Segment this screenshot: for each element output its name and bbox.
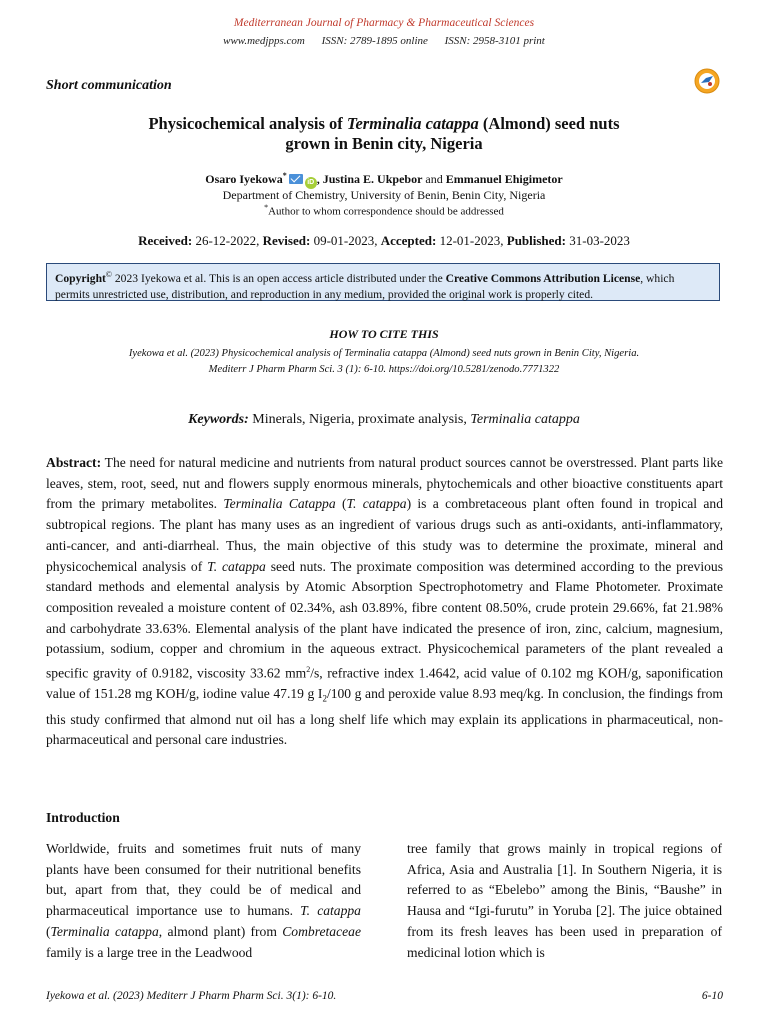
title-line-2: grown in Benin city, Nigeria [285,134,483,153]
section-type: Short communication [46,78,172,93]
page-number: 6-10 [701,990,723,1002]
footer-citation: Iyekowa et al. (2023) Mediterr J Pharm Pharm Sci. 3(1): 6-10. [46,990,337,1002]
affiliation: Department of Chemistry, University of Benin, Benin City, Nigeria [222,188,546,202]
issn-online: ISSN: 2789-1895 online [321,35,428,47]
title-species: Terminalia catappa [346,114,479,133]
journal-info [0,35,768,47]
crossmark-icon[interactable] [694,68,720,94]
introduction-column-left: Worldwide, fruits and sometimes fruit nuts of many plants have been consumed for their nutritional benefits but, apart from that, they could be of medical and pharmaceutical importance use to humans. T. catappa (Terminalia catappa, almond plant) from Combretaceae family is a large tree in the Leadwood [46,841,361,960]
citation-heading: HOW TO CITE THIS [329,327,439,341]
revised-date: 09-01-2023, [310,233,381,248]
author-3: Emmanuel Ehigimetor [445,172,563,186]
received-date: 26-12-2022, [192,233,263,248]
published-date: 31-03-2023 [566,233,630,248]
journal-website[interactable]: www.medjpps.com [223,35,305,47]
keywords: Keywords: Minerals, Nigeria, proximate analysis, Terminalia catappa [188,412,580,427]
issn-print: ISSN: 2958-3101 print [444,35,545,47]
accepted-date: 12-01-2023, [436,233,507,248]
page-footer [46,990,723,1002]
citation-text: Iyekowa et al. (2023) Physicochemical analysis of Terminalia catappa (Almond) seed nuts grown in Benin City, Nigeria. Mediterr J Pharm Pharm Sci. 3 (1): 6-10. https://doi.org/10.5281/zenodo.7771322 [128,348,640,375]
article-title: Physicochemical analysis of Terminalia catappa (Almond) seed nuts grown in Benin city, Nigeria [148,114,620,153]
article-dates: Received: 26-12-2022, Revised: 09-01-2023, Accepted: 12-01-2023, Published: 31-03-2023 [138,233,630,248]
abstract: Abstract: The need for natural medicine and nutrients from natural product sources cannot be overstressed. Plant parts like leaves, stem, root, seed, nut and flowers supply enormous minerals, phytochemicals and other bioactive constituents apart from the primary metabolites. Terminalia Catappa (T. catappa) is a combretaceous plant often found in tropical and subtropical regions. The plant has many uses as an ingredient of various drugs such as anti-oxidants, anti-inflammatory, anti-cancer, and anti-diarrheal. Thus, the main objective of this study was to determine the proximate, mineral and physicochemical analysis of T. catappa seed nuts. The proximate composition was determined according to the previous standard methods and elemental analysis by Atomic Absorption Spectrophotometry and Flame Photometer. Proximate composition revealed a moisture content of 02.34%, ash 03.89%, fibre content 08.50%, crude protein 29.66%, fat 21.98% and carbohydrate 33.63%. Elemental analysis of the plant have indicated the presence of iron, zinc, calcium, magnesium, potassium, sodium, copper and chromium in the aqueous extract. Physicochemical parameters of the plant revealed a specific gravity of 0.9182, viscosity 33.62 $mm^2/s$, refractive index 1.4642, acid value of 0.102 mg KOH/g, saponification value of 151.28 mg KOH/g, iodine value 47.19 g $I_2/100$ g and peroxide value 8.93 meq/kg. In conclusion, the findings from this study confirmed that almond nut oil has a long shelf life which may explain its applications in pharmaceutical, non-pharmaceutical and personal care industries. [46,455,724,748]
correspondence-note: *Author to whom correspondence should be addressed [264,203,504,218]
introduction-column-right: tree family that grows mainly in tropical regions of Africa, Asia and Australia [1]. In Southern Nigeria, it is referred to as “Ebelebo” among the Binis, “Baushe” in Hausa and “Igi-furutu” in Yoruba [2]. The juice obtained from its fresh leaves has been used in preparation of medicinal lotion which is [407,841,722,960]
license-link[interactable]: Creative Commons Attribution License [445,271,641,285]
introduction-heading: Introduction [46,810,120,825]
copyright-box: Copyright© 2023 Iyekowa et al. This is an open access article distributed under the Creative Commons Attribution License, which permits unrestricted use, distribution, and reproduction in any medium, provided the original work is properly cited. [46,263,720,301]
author-1: Osaro Iyekowa [205,172,283,186]
journal-name: Mediterranean Journal of Pharmacy & Pharmaceutical Sciences [233,17,535,29]
doi-link[interactable]: Mediterr J Pharm Pharm Sci. 3 (1): 6-10. https://doi.org/10.5281/zenodo.7771322 [208,364,560,375]
author-list: Osaro Iyekowa*iD , Justina E. Ukpebor and Emmanuel Ehigimetor [0,171,768,189]
email-icon[interactable] [289,174,303,184]
orcid-icon[interactable]: iD [305,177,317,189]
author-2: Justina E. Ukpebor [322,172,423,186]
